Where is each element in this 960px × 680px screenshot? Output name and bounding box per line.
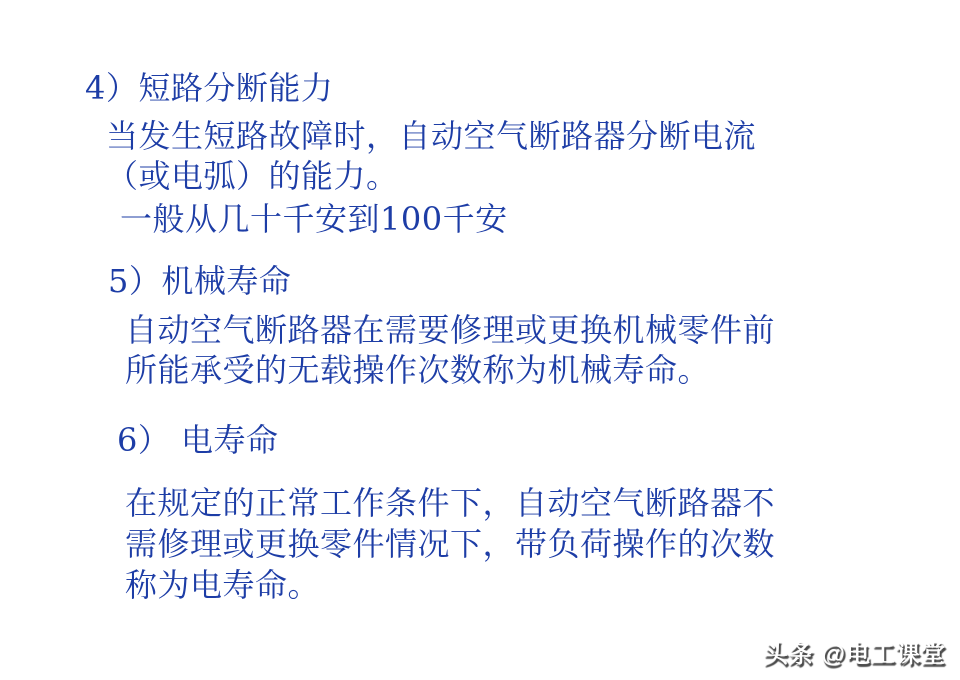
section-5-body-line-1: 自动空气断路器在需要修理或更换机械零件前: [125, 311, 776, 349]
section-6-body-line-1: 在规定的正常工作条件下，自动空气断路器不: [125, 484, 776, 522]
watermark-toutiao-dianggong-ketang: 头条 @电工课堂: [763, 641, 946, 668]
section-5-heading: 5）机械寿命: [108, 262, 292, 300]
section-6-body-line-2: 需修理或更换零件情况下，带负荷操作的次数: [125, 525, 776, 563]
section-4-body-line-2: （或电弧）的能力。: [106, 157, 399, 195]
section-4-note: 一般从几十千安到100千安: [120, 200, 508, 238]
section-4-body-line-1: 当发生短路故障时，自动空气断路器分断电流: [106, 117, 757, 155]
section-4-heading: 4）短路分断能力: [85, 69, 334, 107]
section-6-body-line-3: 称为电寿命。: [125, 566, 321, 604]
section-6-body: [125, 483, 775, 606]
section-6-heading: 6） 电寿命: [117, 421, 279, 459]
section-4-body: [106, 116, 756, 196]
section-5-body-line-2: 所能承受的无载操作次数称为机械寿命。: [125, 351, 711, 389]
section-5-body: [125, 310, 775, 390]
